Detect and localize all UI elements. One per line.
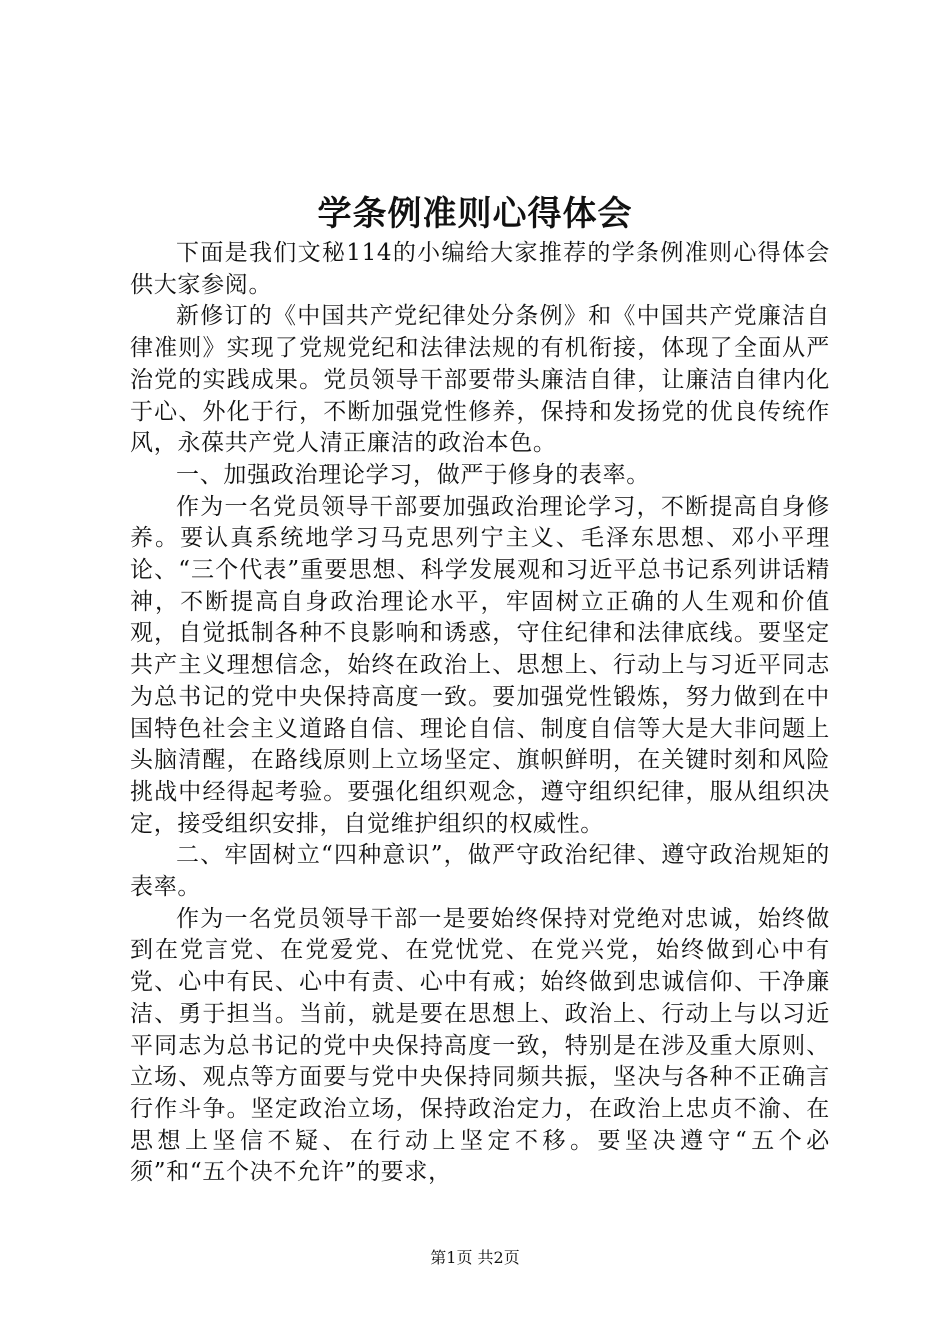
document-body	[130, 238, 830, 1189]
section-heading-1: 一、加强政治理论学习，做严于修身的表率。	[176, 461, 650, 488]
paragraph-section-1: 作为一名党员领导干部要加强政治理论学习，不断提高自身修养。要认真系统地学习马克思列宁主义、毛泽东思想、邓小平理论、“三个代表”重要思想、科学发展观和习近平总书记系列讲话精神，不断提高自身政治理论水平，牢固树立正确的人生观和价值观，自觉抵制各种不良影响和诱惑，守住纪律和法律底线。要坚定共产主义理想信念，始终在政治上、思想上、行动上与习近平同志为总书记的党中央保持高度一致。要加强党性锻炼，努力做到在中国特色社会主义道路自信、理论自信、制度自信等大是大非问题上头脑清醒，在路线原则上立场坚定、旗帜鲜明，在关键时刻和风险挑战中经得起考验。要强化组织观念，遵守组织纪律，服从组织决定，接受组织安排，自觉维护组织的权威性。	[130, 493, 830, 837]
paragraph-intro: 下面是我们文秘114的小编给大家推荐的学条例准则心得体会供大家参阅。	[130, 240, 830, 298]
paragraph-section-2: 作为一名党员领导干部一是要始终保持对党绝对忠诚，始终做到在党言党、在党爱党、在党忧党、在党兴党，始终做到心中有党、心中有民、心中有责、心中有戒；始终做到忠诚信仰、干净廉洁、勇于担当。当前，就是要在思想上、政治上、行动上与以习近平同志为总书记的党中央保持高度一致，特别是在涉及重大原则、立场、观点等方面要与党中央保持同频共振，坚决与各种不正确言行作斗争。坚定政治立场，保持政治定力，在政治上忠贞不渝、在思想上坚信不疑、在行动上坚定不移。要坚决遵守“五个必须”和“五个决不允许”的要求，	[130, 905, 830, 1186]
section-heading-2: 二、牢固树立“四种意识”，做严守政治纪律、遵守政治规矩的表率。	[130, 842, 830, 901]
document-title: 学条例准则心得体会	[317, 194, 633, 234]
page-number-footer: 第1页 共2页	[430, 1248, 520, 1267]
paragraph-regulations: 新修订的《中国共产党纪律处分条例》和《中国共产党廉洁自律准则》实现了党规党纪和法律法规的有机衔接，体现了全面从严治党的实践成果。党员领导干部要带头廉洁自律，让廉洁自律内化于心、外化于行，不断加强党性修养，保持和发扬党的优良传统作风，永葆共产党人清正廉洁的政治本色。	[130, 303, 830, 457]
